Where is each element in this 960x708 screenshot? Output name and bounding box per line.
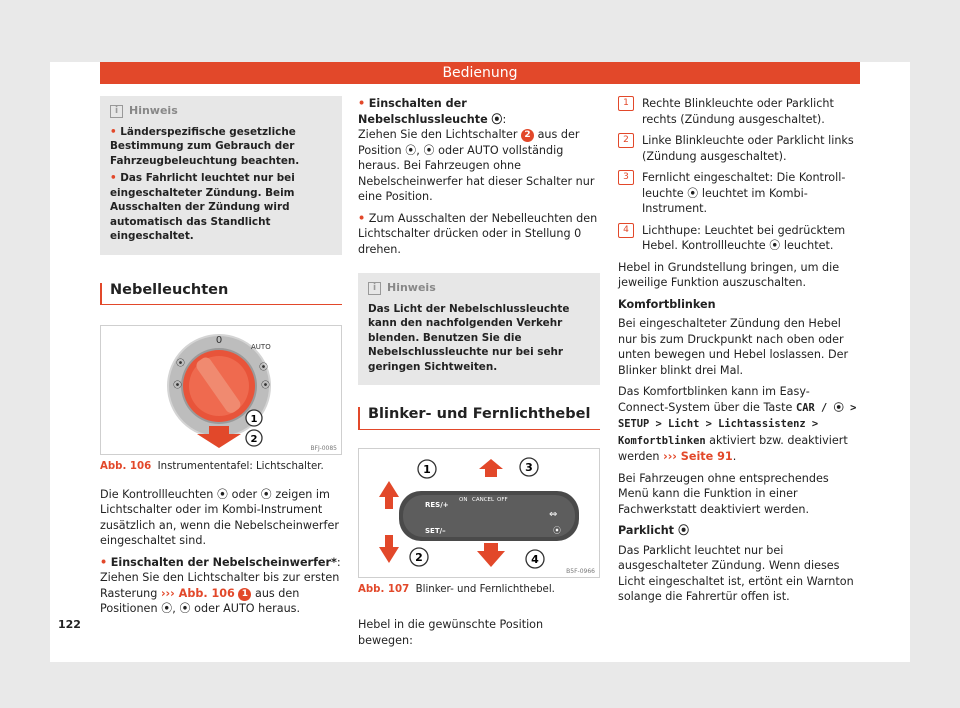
marker-1: 1 (423, 462, 431, 476)
column-3 (618, 96, 860, 611)
info-icon: i (368, 282, 381, 295)
paragraph: • Einschalten der Nebelschlussleuchte ⦿: Ziehen Sie den Lichtschalter 2 aus der Position ⦿, ⦿ oder AUTO vollständig heraus. Bei Fahrzeugen ohne Nebelscheinwerfer hat dieser Schalter nur eine Position. (358, 97, 595, 203)
parking-light-icon: ⦿ (677, 524, 690, 537)
note-title (368, 281, 590, 296)
paragraph: Hebel in Grundstellung bringen, um die jeweilige Funktion auszuschalten. (618, 260, 840, 289)
page-link[interactable]: ››› Seite 91 (663, 450, 733, 463)
figure-code: B5F-0966 (566, 567, 595, 575)
list-item-text: Rechte Blinkleuchte oder Parklicht rechts (Zündung ausgeschaltet). (642, 97, 834, 126)
column-1 (100, 96, 342, 623)
list-item-text: Linke Blinkleuchte oder Parklicht links (Zündung ausgeschaltet). (642, 134, 854, 163)
note-box (358, 273, 600, 385)
bullet-text: aus der Position ⦿, ⦿ oder AUTO vollständig heraus. Bei Fahrzeugen ohne Nebelscheinwerfer hat dieser Schalter nur eine Position. (358, 128, 595, 203)
parking-light-icon: ⦿ (259, 363, 269, 373)
figure-caption-text: Instrumententafel: Lichtschalter. (157, 461, 324, 472)
paragraph: Bei eingeschalteter Zündung den Hebel nur bis zum Druckpunkt nach oben oder unten bewegen und Hebel loslassen. Der Blinker blinkt drei Mal. (618, 317, 849, 377)
marker-4: 4 (531, 552, 539, 566)
figure-code: BFJ-0085 (310, 445, 337, 452)
paragraph-text: aktiviert bzw. deaktiviert werden (618, 433, 848, 463)
paragraph: Das Komfortblinken kann im Easy-Connect-System über die Taste CAR / ⦿ > SETUP > Licht > Lichtassistenz > Komfortblinken aktiviert bzw. deaktiviert werden ››› Seite 91. (618, 385, 857, 463)
figure-107 (358, 448, 600, 578)
note-item: Das Licht der Nebelschlussleuchte kann den nachfolgenden Verkehr blenden. Benutzen Sie die Nebelschlussleuchte nur bei sehr geringen Sichtweiten. (368, 302, 570, 373)
number-box: 1 (618, 96, 634, 111)
paragraph: Bei Fahrzeugen ohne entsprechendes Menü kann die Funktion in einer Fachwerkstatt deaktiviert werden. (618, 471, 829, 516)
paragraph: Hebel in die gewünschte Position bewegen: (358, 618, 544, 647)
parking-light-icon: ⦿ (553, 525, 561, 535)
bullet-text: : Ziehen Sie den Lichtschalter bis zur ersten Rasterung (100, 555, 341, 600)
info-icon: i (110, 105, 123, 118)
note-item: • Das Fahrlicht leuchtet nur bei eingeschalteter Zündung. Beim Ausschalten der Zündung wird automatisch das Standlicht eingeschaltet. (110, 172, 295, 242)
figure-106 (100, 325, 342, 455)
note-item-text: Länderspezifische gesetzliche Bestimmung zum Gebrauch der Fahrzeugbeleuchtung beachten. (110, 125, 300, 167)
number-box: 3 (618, 170, 634, 185)
page-number: 122 (58, 618, 81, 631)
list-item (618, 170, 860, 217)
paragraph-text: Das Komfortblinken kann im Easy-Connect-System über die Taste (618, 385, 810, 414)
note-title-label: Hinweis (387, 281, 436, 294)
fog-front-icon: ⦿ (176, 359, 186, 369)
bullet-text: Ziehen Sie den Lichtschalter (358, 128, 518, 141)
marker-2: 2 (250, 434, 258, 445)
knob-label-zero: 0 (215, 335, 223, 346)
list-item (618, 223, 860, 254)
lever-label-off: OFF (497, 496, 508, 503)
list-item-text: Fernlicht eingeschaltet: Die Kontrollleuchte ⦿ leuchtet im Kombi-Instrument. (642, 171, 846, 215)
figure-label: Abb. 106 (100, 461, 152, 472)
lever-label-cancel: CANCEL (472, 496, 495, 503)
list-item-text: Lichthupe: Leuchtet bei gedrücktem Hebel. Kontrollleuchte ⦿ leuchtet. (642, 223, 846, 252)
fog-rear-icon: ⦿ (491, 112, 503, 126)
number-box: 4 (618, 223, 634, 238)
bullet-text: aus den Positionen ⦿, ⦿ oder AUTO heraus. (100, 586, 301, 615)
column-2 (358, 96, 600, 654)
lever-label-res: RES/+ (425, 500, 449, 509)
number-marker: 1 (238, 588, 251, 601)
menu-path: CAR / ⦿ > SETUP > Licht > Lichtassistenz > Komfortblinken (618, 401, 857, 447)
figure-link[interactable]: ››› Abb. 106 (160, 586, 235, 600)
high-beam-icon: ⇔ (549, 508, 558, 520)
note-item: • Länderspezifische gesetzliche Bestimmung zum Gebrauch der Fahrzeugbeleuchtung beachten. (110, 125, 300, 167)
marker-2: 2 (415, 550, 423, 564)
subheading-text: Parklicht (618, 524, 675, 537)
bullet-title: Einschalten der Nebelschlussleuchte (358, 97, 488, 126)
fog-rear-icon: ⦿ (173, 381, 183, 391)
figure-caption (358, 582, 600, 598)
note-title-label: Hinweis (129, 104, 178, 117)
knob-label-auto: AUTO (251, 343, 271, 351)
marker-3: 3 (525, 460, 533, 474)
section-title: Blinker- und Fernlichthebel (358, 407, 600, 430)
lever-illustration (359, 449, 599, 577)
figure-caption (100, 459, 342, 475)
light-switch-illustration (101, 326, 341, 454)
section-title: Nebelleuchten (100, 283, 342, 306)
list-item (618, 133, 860, 164)
low-beam-icon: ⦿ (261, 381, 271, 391)
marker-1: 1 (250, 414, 258, 425)
lever-label-set: SET/– (425, 526, 446, 535)
subheading (618, 523, 860, 539)
note-title (110, 104, 332, 119)
bullet-text: Zum Ausschalten der Nebelleuchten den Lichtschalter drücken oder in Stellung 0 drehen. (358, 211, 598, 256)
number-marker: 2 (521, 129, 534, 142)
note-item-text: Das Fahrlicht leuchtet nur bei eingeschalteter Zündung. Beim Ausschalten der Zündung wird automatisch das Standlicht eingeschaltet. (110, 172, 295, 242)
section-header: Bedienung (100, 62, 860, 84)
paragraph: Die Kontrollleuchten ⦿ oder ⦿ zeigen im Lichtschalter oder im Kombi-Instrument zusätzlich an, wenn die Nebelscheinwerfer eingeschaltet sind. (100, 487, 339, 547)
figure-label: Abb. 107 (358, 583, 410, 595)
note-box (100, 96, 342, 255)
paragraph: • Zum Ausschalten der Nebelleuchten den Lichtschalter drücken oder in Stellung 0 drehen. (358, 211, 598, 256)
figure-caption-text: Blinker- und Fernlichthebel. (415, 583, 555, 595)
bullet-title: Einschalten der Nebelscheinwerfer* (110, 555, 337, 569)
number-box: 2 (618, 133, 634, 148)
list-item (618, 96, 860, 127)
subheading: Komfortblinken (618, 297, 716, 311)
paragraph: • Einschalten der Nebelscheinwerfer*: Ziehen Sie den Lichtschalter bis zur ersten Rasterung ››› Abb. 106 1 aus den Positionen ⦿, ⦿ oder AUTO heraus. (100, 555, 341, 615)
lever-label-on: ON (459, 496, 468, 503)
paragraph: Das Parklicht leuchtet nur bei ausgeschalteter Zündung. Wenn dieses Licht eingeschaltet ist, ertönt ein Warnton solange die Fahrertür offen ist. (618, 543, 854, 603)
